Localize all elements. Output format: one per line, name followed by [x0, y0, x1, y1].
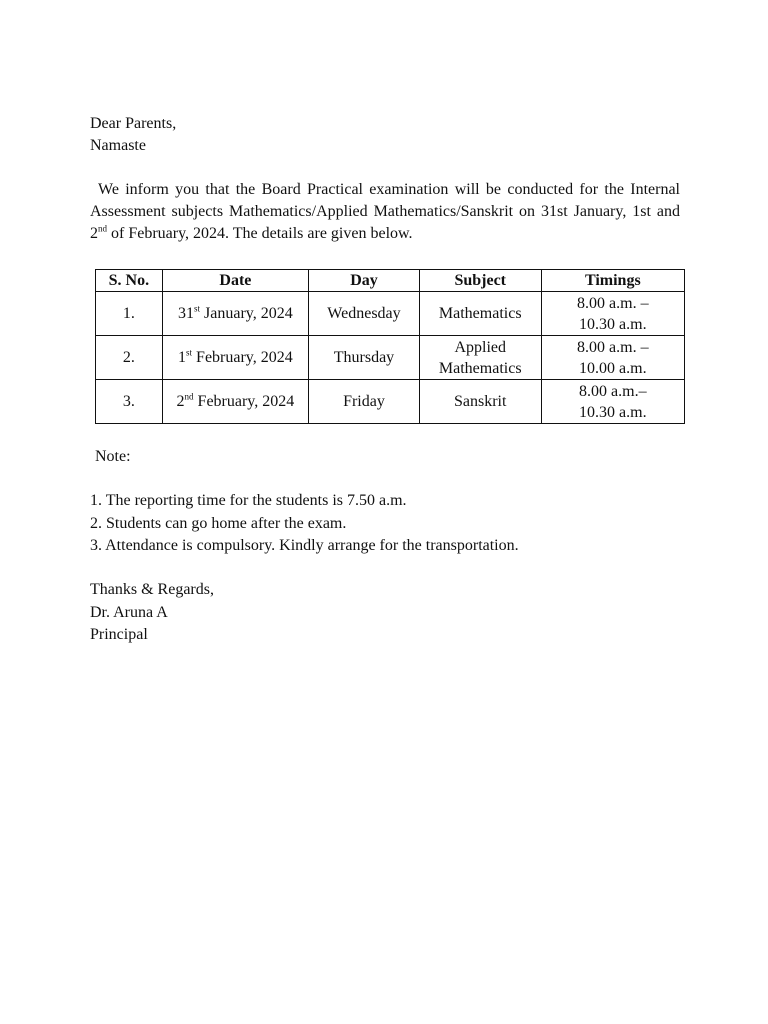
table-row [96, 380, 685, 424]
intro-line-2: Assessment subjects Mathematics/Applied Mathematics/Sanskrit on 31st January, 1st and [90, 203, 680, 220]
cell-timings [541, 292, 684, 336]
header-day: Day [309, 270, 420, 292]
table-row [96, 336, 685, 380]
intro-line-3 [90, 223, 680, 245]
date-num: 1 [178, 349, 187, 366]
greeting: Namaste [90, 137, 146, 154]
header-date: Date [162, 270, 308, 292]
date-num: 2 [176, 393, 185, 410]
header-timings: Timings [541, 270, 684, 292]
note-item: 3. Attendance is compulsory. Kindly arrange for the transportation. [90, 537, 519, 554]
date-sup: st [186, 347, 193, 358]
salutation: Dear Parents, [90, 115, 177, 132]
date-num: 31 [178, 305, 195, 322]
cell-date [162, 292, 308, 336]
time-line-1: 8.00 a.m.– [579, 382, 647, 400]
intro-line-3-num: 2 [90, 225, 98, 242]
time-line-2: 10.30 a.m. [579, 403, 647, 421]
cell-day: Wednesday [309, 292, 420, 336]
closing: Thanks & Regards, [90, 581, 214, 598]
date-rest: February, 2024 [193, 393, 295, 410]
cell-date [162, 336, 308, 380]
date-rest: January, 2024 [200, 305, 293, 322]
intro-line-1: We inform you that the Board Practical examination will be conducted for the Internal [98, 181, 680, 198]
date-sup: st [194, 303, 201, 314]
cell-timings [541, 336, 684, 380]
table-row [96, 292, 685, 336]
cell-day: Friday [309, 380, 420, 424]
intro-paragraph [90, 179, 680, 245]
note-label: Note: [95, 448, 131, 465]
cell-date [162, 380, 308, 424]
intro-line-3-rest: of February, 2024. The details are given below. [107, 225, 413, 242]
cell-day: Thursday [309, 336, 420, 380]
cell-subject [419, 336, 541, 380]
signatory-name: Dr. Aruna A [90, 604, 168, 621]
note-item: 1. The reporting time for the students is 7.50 a.m. [90, 492, 407, 509]
cell-sno: 2. [96, 336, 163, 380]
subject-line-1: Mathematics [438, 305, 522, 322]
subject-line-1: Applied [454, 338, 506, 356]
cell-sno: 3. [96, 380, 163, 424]
note-item: 2. Students can go home after the exam. [90, 514, 347, 532]
date-sup: nd [184, 391, 194, 402]
subject-line-1: Sanskrit [454, 393, 507, 410]
header-subject: Subject [419, 270, 541, 292]
date-rest: February, 2024 [192, 349, 293, 366]
notes-list [90, 490, 519, 558]
signatory-title: Principal [90, 626, 148, 643]
cell-subject [419, 292, 541, 336]
time-line-1: 8.00 a.m. – [577, 294, 649, 312]
time-line-2: 10.30 a.m. [579, 315, 647, 333]
table-header-row [96, 270, 685, 292]
time-line-2: 10.00 a.m. [579, 359, 647, 377]
cell-subject [419, 380, 541, 424]
cell-timings [541, 380, 684, 424]
time-line-1: 8.00 a.m. – [577, 338, 649, 356]
exam-schedule-table [95, 269, 685, 424]
header-sno: S. No. [96, 270, 163, 292]
cell-sno: 1. [96, 292, 163, 336]
intro-line-3-sup: nd [98, 223, 107, 234]
subject-line-2: Mathematics [438, 359, 522, 377]
